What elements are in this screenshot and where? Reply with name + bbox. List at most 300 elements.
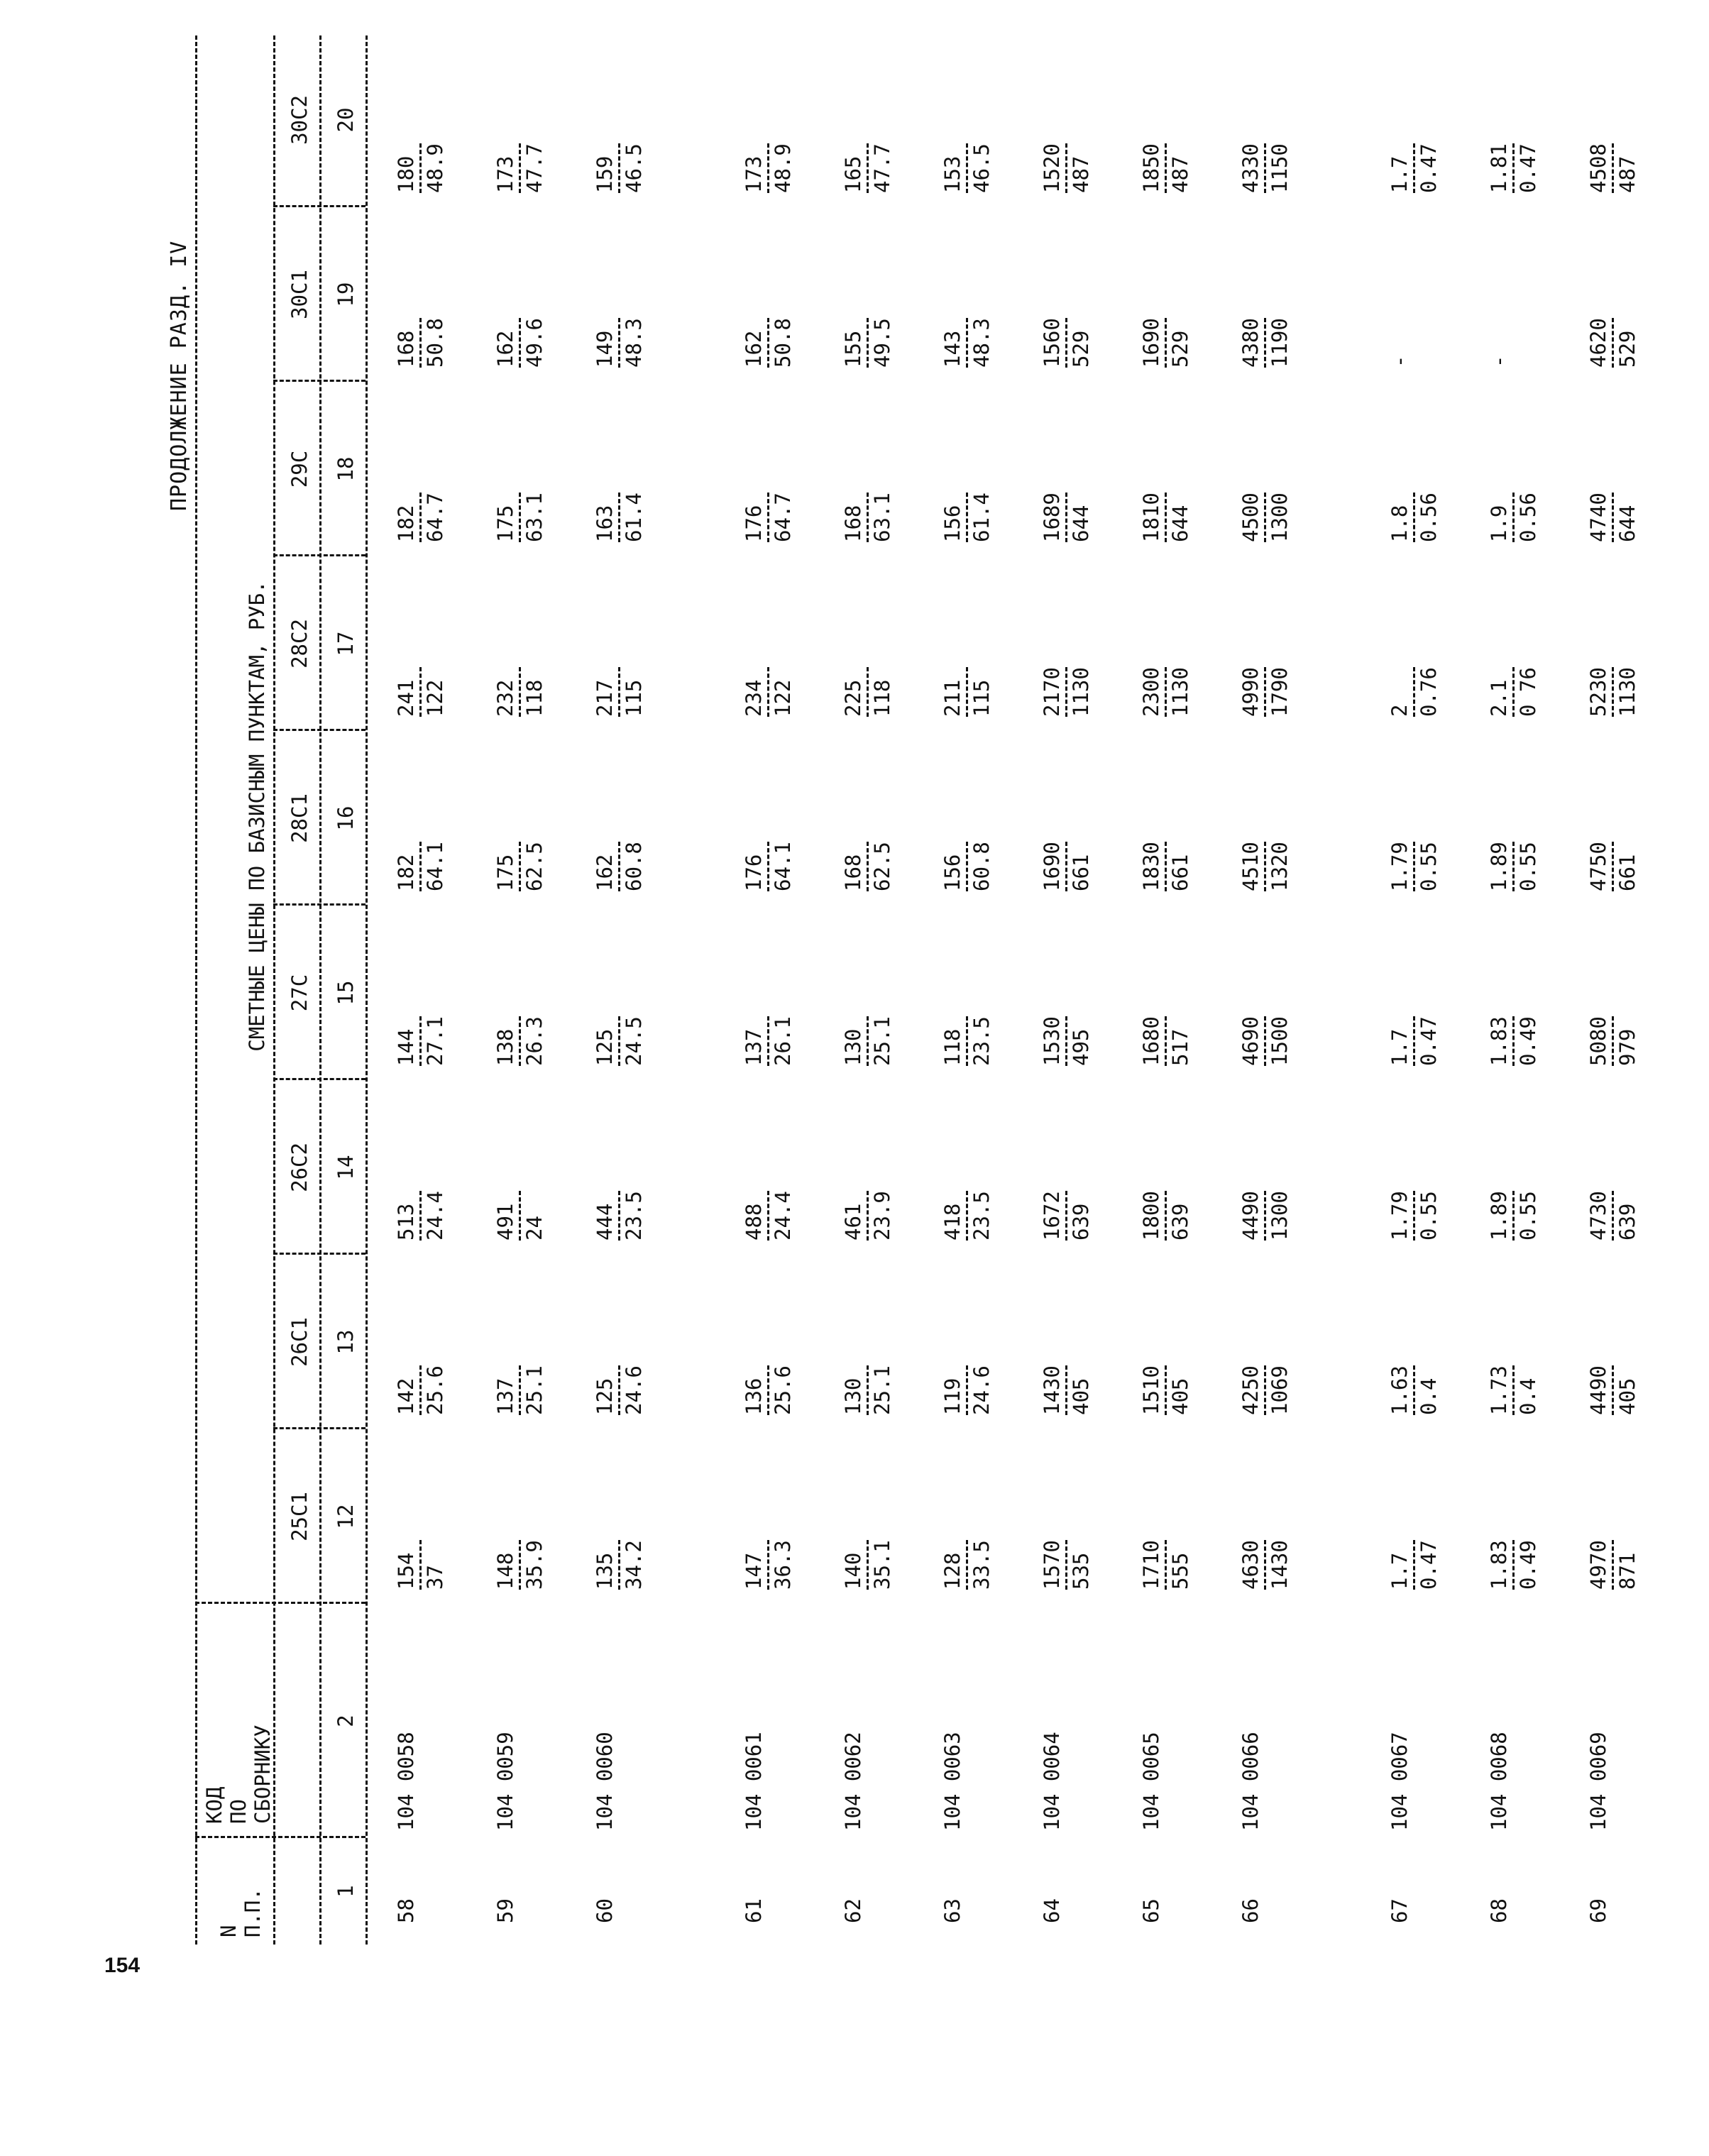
price-value: 405 (1615, 1377, 1639, 1415)
price-value: 36.3 (771, 1540, 795, 1590)
col-number: 2 (334, 1715, 358, 1727)
value-separator (1612, 842, 1614, 891)
price-cell (593, 493, 646, 542)
value-separator (867, 1016, 869, 1066)
rule-top (195, 35, 197, 1945)
price-cell (1586, 1191, 1639, 1241)
price-value: 0.47 (1417, 143, 1441, 193)
row-code: 104 0069 (1586, 1732, 1610, 1831)
value-separator (1612, 493, 1614, 542)
point-header: 26С1 (287, 1317, 312, 1367)
price-value: 535 (1069, 1552, 1093, 1590)
price-value: 0.47 (1516, 143, 1540, 193)
price-value: 211 (940, 679, 965, 717)
price-cell (1139, 842, 1192, 891)
value-separator (419, 667, 422, 717)
price-value: 1130 (1615, 667, 1639, 717)
price-cell (1040, 1540, 1093, 1590)
rotated-page (104, 28, 1709, 1977)
price-value: 1.79 (1387, 842, 1412, 891)
price-value: 487 (1168, 155, 1192, 193)
value-separator (1512, 842, 1515, 891)
price-value: 175 (493, 854, 517, 891)
price-cell (940, 667, 994, 717)
price-value: 155 (841, 330, 865, 368)
vrule-n (195, 1836, 366, 1838)
price-value: 130 (841, 1028, 865, 1066)
price-value: 61.4 (969, 493, 994, 542)
vrule-point (273, 729, 366, 731)
row-code: 104 0058 (394, 1732, 418, 1831)
value-separator (1612, 1016, 1614, 1066)
price-value: 182 (394, 505, 418, 542)
price-cell (940, 1365, 994, 1415)
price-cell (1487, 842, 1540, 891)
price-cell (493, 1191, 546, 1241)
price-value: 162 (593, 854, 617, 891)
price-cell (841, 842, 894, 891)
price-value: 0.56 (1417, 493, 1441, 542)
price-value: 136 (742, 1377, 766, 1415)
price-value: 1.89 (1487, 842, 1511, 891)
price-cell (841, 493, 894, 542)
price-value: 27.1 (423, 1016, 447, 1066)
price-cell (1139, 143, 1192, 193)
price-value: 24.4 (423, 1191, 447, 1241)
point-header: 28С2 (287, 619, 312, 669)
price-value: 64.7 (423, 493, 447, 542)
value-separator (966, 318, 968, 368)
price-value: 1.89 (1487, 1191, 1511, 1241)
price-cell (1586, 667, 1639, 717)
price-value: 418 (940, 1203, 965, 1241)
price-cell (940, 318, 994, 368)
price-value: 61.4 (622, 493, 646, 542)
value-separator (1165, 1016, 1167, 1066)
price-value: 25.1 (870, 1016, 894, 1066)
value-separator (1165, 842, 1167, 891)
vrule-point (273, 903, 366, 906)
price-cell (1040, 667, 1093, 717)
price-value: 1510 (1139, 1365, 1163, 1415)
price-value: 487 (1615, 155, 1639, 193)
price-value: 4330 (1238, 143, 1263, 193)
price-value: - (1387, 355, 1412, 368)
value-separator (1264, 1540, 1266, 1590)
point-header: 30С1 (287, 270, 312, 319)
col-number: 12 (334, 1504, 358, 1529)
price-value: 639 (1615, 1203, 1639, 1241)
price-cell (493, 493, 546, 542)
price-value: 154 (394, 1552, 418, 1590)
price-value: 48.3 (969, 318, 994, 368)
price-value: 1.9 (1487, 505, 1511, 542)
price-value: 0.49 (1516, 1016, 1540, 1066)
price-cell (1387, 1540, 1441, 1590)
price-value: 128 (940, 1552, 965, 1590)
price-cell (742, 143, 795, 193)
price-value: 137 (493, 1377, 517, 1415)
value-separator (1612, 143, 1614, 193)
price-cell (493, 1365, 546, 1415)
value-separator (767, 493, 769, 542)
value-separator (867, 1191, 869, 1241)
price-cell (1586, 143, 1639, 193)
price-value: 488 (742, 1203, 766, 1241)
value-separator (419, 842, 422, 891)
price-cell (1139, 1191, 1192, 1241)
price-value: 24.6 (969, 1365, 994, 1415)
price-value: 2170 (1040, 667, 1064, 717)
value-separator (767, 1191, 769, 1241)
value-separator (1065, 143, 1067, 193)
price-value: 26.1 (771, 1016, 795, 1066)
price-value: 1790 (1268, 667, 1292, 717)
value-separator (1512, 1016, 1515, 1066)
price-cell (1387, 667, 1441, 717)
value-separator (1612, 318, 1614, 368)
price-value: 0.55 (1417, 842, 1441, 891)
row-code: 104 0059 (493, 1732, 517, 1831)
price-value: 529 (1069, 330, 1093, 368)
price-value: 140 (841, 1552, 865, 1590)
price-value: 25.1 (870, 1365, 894, 1415)
price-value: 46.5 (969, 143, 994, 193)
price-value: 23.5 (969, 1191, 994, 1241)
price-value: 1130 (1168, 667, 1192, 717)
price-value: 4750 (1586, 842, 1610, 891)
value-separator (618, 1191, 620, 1241)
price-cell (841, 667, 894, 717)
price-value: 122 (423, 679, 447, 717)
price-cell (1238, 842, 1292, 891)
value-separator (966, 1540, 968, 1590)
value-separator (618, 1540, 620, 1590)
price-cell (940, 842, 994, 891)
value-separator (1065, 1365, 1067, 1415)
row-code: 104 0062 (841, 1732, 865, 1831)
value-separator (966, 1016, 968, 1066)
price-cell (394, 1365, 447, 1415)
col-code-header: КОД ПО СБОРНИКУ (202, 1725, 275, 1824)
value-separator (1264, 1191, 1266, 1241)
value-separator (1165, 1365, 1167, 1415)
value-separator (1264, 493, 1266, 542)
value-separator (618, 143, 620, 193)
value-separator (1264, 667, 1266, 717)
price-value: 1520 (1040, 143, 1064, 193)
price-cell (841, 1016, 894, 1066)
value-separator (1165, 318, 1167, 368)
price-cell (394, 1191, 447, 1241)
value-separator (1165, 493, 1167, 542)
value-separator (618, 493, 620, 542)
price-value: 644 (1168, 505, 1192, 542)
price-value: 48.3 (622, 318, 646, 368)
rule-header-bottom (366, 35, 368, 1945)
price-value: 176 (742, 505, 766, 542)
price-value: 529 (1168, 330, 1192, 368)
value-separator (1512, 143, 1515, 193)
price-cell (394, 318, 447, 368)
price-cell (1238, 1016, 1292, 1066)
price-value: 461 (841, 1203, 865, 1241)
price-value: 1810 (1139, 493, 1163, 542)
price-value: 48.9 (423, 143, 447, 193)
price-cell (1238, 493, 1292, 542)
value-separator (966, 667, 968, 717)
price-value: 4690 (1238, 1016, 1263, 1066)
price-value: 1.79 (1387, 1191, 1412, 1241)
price-value: 168 (841, 505, 865, 542)
price-cell (841, 318, 894, 368)
value-separator (1612, 1191, 1614, 1241)
price-cell (394, 143, 447, 193)
point-header: 27С (287, 974, 312, 1012)
value-separator (1065, 1016, 1067, 1066)
row-n: 64 (1040, 1898, 1064, 1923)
price-value: 4730 (1586, 1191, 1610, 1241)
price-value: 1710 (1139, 1540, 1163, 1590)
price-value: 34.2 (622, 1540, 646, 1590)
row-n: 60 (593, 1898, 617, 1923)
point-header: 25С1 (287, 1492, 312, 1541)
row-code: 104 0060 (593, 1732, 617, 1831)
price-value: 4490 (1586, 1365, 1610, 1415)
price-cell (1139, 1540, 1192, 1590)
price-cell (493, 318, 546, 368)
price-value: 173 (493, 155, 517, 193)
price-value: 1830 (1139, 842, 1163, 891)
price-cell (841, 1365, 894, 1415)
price-value: 156 (940, 854, 965, 891)
price-value: 125 (593, 1028, 617, 1066)
price-cell (394, 493, 447, 542)
value-separator (867, 667, 869, 717)
value-separator (1065, 1540, 1067, 1590)
price-value: 35.1 (870, 1540, 894, 1590)
price-value: 1.81 (1487, 143, 1511, 193)
price-value: 49.5 (870, 318, 894, 368)
value-separator (1264, 1365, 1266, 1415)
price-value: 130 (841, 1377, 865, 1415)
price-value: 1500 (1268, 1016, 1292, 1066)
group-title: СМЕТНЫЕ ЦЕНЫ ПО БАЗИСНЫМ ПУНКТАМ, РУБ. (245, 581, 269, 1052)
price-value: 63.1 (522, 493, 546, 542)
price-value: 24.6 (622, 1365, 646, 1415)
price-value: 64.7 (771, 493, 795, 542)
price-value: 60.8 (622, 842, 646, 891)
row-n: 63 (940, 1898, 965, 1923)
price-value: 24 (522, 1216, 546, 1241)
value-separator (767, 1016, 769, 1066)
value-separator (1065, 667, 1067, 717)
price-value: 405 (1069, 1377, 1093, 1415)
value-separator (1413, 493, 1415, 542)
price-cell (1238, 1365, 1292, 1415)
price-cell (1040, 1365, 1093, 1415)
price-value: 4508 (1586, 143, 1610, 193)
price-value: 26.3 (522, 1016, 546, 1066)
price-value: 163 (593, 505, 617, 542)
value-separator (519, 1191, 521, 1241)
price-value: 639 (1168, 1203, 1192, 1241)
value-separator (1413, 1540, 1415, 1590)
row-n: 66 (1238, 1898, 1263, 1923)
price-value: 4510 (1238, 842, 1263, 891)
price-value: 234 (742, 679, 766, 717)
price-cell (493, 667, 546, 717)
row-n: 69 (1586, 1898, 1610, 1923)
price-cell (742, 1540, 795, 1590)
col-number: 18 (334, 456, 358, 482)
price-cell (1586, 842, 1639, 891)
price-value: 1680 (1139, 1016, 1163, 1066)
value-separator (1065, 842, 1067, 891)
price-value: 23.9 (870, 1191, 894, 1241)
price-value: 135 (593, 1552, 617, 1590)
value-separator (767, 667, 769, 717)
value-separator (1165, 1191, 1167, 1241)
price-value: 1.7 (1387, 1552, 1412, 1590)
price-value: 148 (493, 1552, 517, 1590)
price-cell (1586, 1016, 1639, 1066)
price-value: 182 (394, 854, 418, 891)
row-n: 65 (1139, 1898, 1163, 1923)
value-separator (966, 143, 968, 193)
price-value: 153 (940, 155, 965, 193)
vrule-point (273, 205, 366, 207)
price-value: 46.5 (622, 143, 646, 193)
price-value: 1430 (1040, 1365, 1064, 1415)
price-cell (593, 1016, 646, 1066)
value-separator (1065, 1191, 1067, 1241)
price-cell (742, 1365, 795, 1415)
price-value: 491 (493, 1203, 517, 1241)
price-cell (1487, 143, 1540, 193)
price-value: 143 (940, 330, 965, 368)
value-separator (1612, 1540, 1614, 1590)
price-value: 37 (423, 1565, 447, 1590)
price-value: 4250 (1238, 1365, 1263, 1415)
col-number: 1 (334, 1885, 358, 1898)
price-value: 1.83 (1487, 1016, 1511, 1066)
value-separator (1165, 1540, 1167, 1590)
value-separator (867, 318, 869, 368)
price-cell (1487, 667, 1540, 717)
price-value: 2.1 (1487, 679, 1511, 717)
point-header: 30С2 (287, 95, 312, 145)
value-separator (419, 143, 422, 193)
price-value: 517 (1168, 1028, 1192, 1066)
price-value: 1.73 (1487, 1365, 1511, 1415)
price-cell (742, 1016, 795, 1066)
row-code: 104 0067 (1387, 1732, 1412, 1831)
price-cell (394, 842, 447, 891)
price-value: 149 (593, 330, 617, 368)
price-value: 0.56 (1516, 493, 1540, 542)
price-value: 241 (394, 679, 418, 717)
price-cell (593, 1540, 646, 1590)
value-separator (618, 1016, 620, 1066)
value-separator (867, 842, 869, 891)
price-value: 4620 (1586, 318, 1610, 368)
price-value: 0 76 (1516, 667, 1540, 717)
price-cell (841, 143, 894, 193)
value-separator (1413, 1365, 1415, 1415)
price-value: 125 (593, 1377, 617, 1415)
price-value: 25.6 (771, 1365, 795, 1415)
value-separator (419, 1540, 422, 1590)
row-code: 104 0068 (1487, 1732, 1511, 1831)
price-cell (1139, 493, 1192, 542)
price-value: 5080 (1586, 1016, 1610, 1066)
price-value: 0.76 (1417, 667, 1441, 717)
col-number: 20 (334, 107, 358, 133)
value-separator (1512, 667, 1515, 717)
value-separator (618, 667, 620, 717)
price-value: 165 (841, 155, 865, 193)
price-value: 1300 (1268, 1191, 1292, 1241)
col-number: 15 (334, 980, 358, 1006)
price-value: 4630 (1238, 1540, 1263, 1590)
price-cell (1487, 1365, 1540, 1415)
price-value: 50.8 (771, 318, 795, 368)
value-separator (419, 1016, 422, 1066)
price-cell (1487, 1016, 1540, 1066)
row-code: 104 0063 (940, 1732, 965, 1831)
value-separator (519, 143, 521, 193)
value-separator (519, 1365, 521, 1415)
price-value: 555 (1168, 1552, 1192, 1590)
price-value: 0.47 (1417, 1540, 1441, 1590)
price-value: 487 (1069, 155, 1093, 193)
value-separator (618, 318, 620, 368)
row-n: 62 (841, 1898, 865, 1923)
value-separator (1512, 1191, 1515, 1241)
row-n: 61 (742, 1898, 766, 1923)
col-number: 19 (334, 282, 358, 307)
value-separator (419, 493, 422, 542)
price-value: 24.4 (771, 1191, 795, 1241)
value-separator (867, 493, 869, 542)
price-value: 47.7 (522, 143, 546, 193)
price-value: 1.7 (1387, 155, 1412, 193)
price-cell (1586, 1540, 1639, 1590)
value-separator (519, 667, 521, 717)
price-value: 1430 (1268, 1540, 1292, 1590)
price-cell (940, 1540, 994, 1590)
value-separator (1413, 667, 1415, 717)
price-cell (1139, 1016, 1192, 1066)
price-value: 1069 (1268, 1365, 1292, 1415)
price-value: 661 (1615, 854, 1639, 891)
value-separator (767, 842, 769, 891)
price-value: 156 (940, 505, 965, 542)
price-value: 0.55 (1516, 842, 1540, 891)
price-value: 23.5 (622, 1191, 646, 1241)
price-value: 1130 (1069, 667, 1093, 717)
price-cell (742, 318, 795, 368)
row-n: 58 (394, 1898, 418, 1923)
price-value: 4490 (1238, 1191, 1263, 1241)
col-number: 13 (334, 1329, 358, 1355)
value-separator (966, 842, 968, 891)
value-separator (767, 143, 769, 193)
price-cell (1387, 143, 1441, 193)
price-cell (742, 493, 795, 542)
value-separator (767, 1365, 769, 1415)
